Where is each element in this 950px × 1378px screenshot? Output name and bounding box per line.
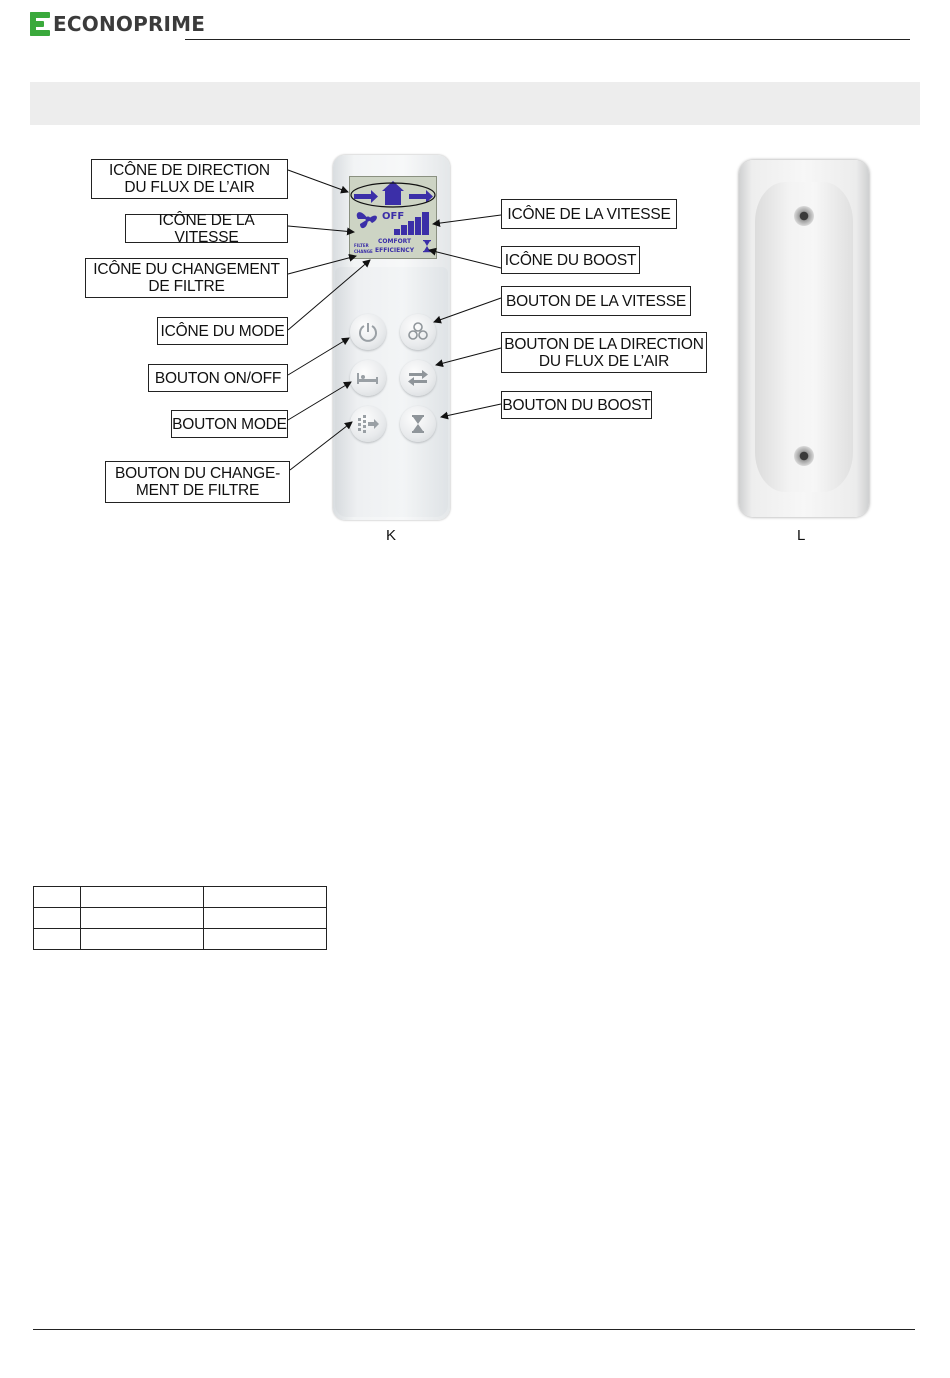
remote-figure-label: K bbox=[386, 527, 397, 544]
callout-filter-change-icon: ICÔNE DU CHANGEMENT DE FILTRE bbox=[85, 258, 288, 298]
remote-control-figure bbox=[0, 0, 950, 560]
lcd-off-text: OFF bbox=[382, 211, 405, 222]
table-cell bbox=[81, 887, 204, 908]
lcd-comfort-text: COMFORT bbox=[378, 238, 412, 245]
lcd-filter-sub-text: CHANGE bbox=[354, 249, 373, 254]
callout-mode-button: BOUTON MODE bbox=[171, 410, 288, 438]
callout-boost-icon: ICÔNE DU BOOST bbox=[501, 246, 640, 274]
callout-filter-change-button: BOUTON DU CHANGE- MENT DE FILTRE bbox=[105, 461, 290, 503]
table-cell bbox=[81, 908, 204, 929]
callout-speed-icon-right: ICÔNE DE LA VITESSE bbox=[501, 199, 677, 229]
callout-air-direction-button: BOUTON DE LA DIRECTION DU FLUX DE L’AIR bbox=[501, 332, 707, 373]
table-row bbox=[34, 929, 327, 950]
callout-on-off-button: BOUTON ON/OFF bbox=[148, 364, 288, 392]
callout-mode-icon: ICÔNE DU MODE bbox=[157, 317, 288, 345]
callout-air-direction-icon: ICÔNE DE DIRECTION DU FLUX DE L’AIR bbox=[91, 159, 288, 199]
callout-speed-icon-left: ICÔNE DE LA VITESSE bbox=[125, 214, 288, 243]
table-cell bbox=[34, 929, 81, 950]
table-cell bbox=[81, 929, 204, 950]
callout-speed-button: BOUTON DE LA VITESSE bbox=[501, 286, 691, 316]
logo-text: ECONOPRIME bbox=[53, 12, 206, 36]
lcd-filter-text: FILTER bbox=[354, 243, 369, 248]
table-cell bbox=[204, 929, 327, 950]
table-cell bbox=[34, 887, 81, 908]
table-cell bbox=[34, 908, 81, 929]
back-cover-figure-label: L bbox=[797, 527, 806, 544]
empty-table bbox=[33, 886, 327, 950]
lcd-efficiency-text: EFFICIENCY bbox=[375, 247, 415, 254]
table-row bbox=[34, 887, 327, 908]
table-row bbox=[34, 908, 327, 929]
table-cell bbox=[204, 887, 327, 908]
footer-rule bbox=[33, 1329, 915, 1330]
table-cell bbox=[204, 908, 327, 929]
callout-boost-button: BOUTON DU BOOST bbox=[501, 391, 652, 419]
